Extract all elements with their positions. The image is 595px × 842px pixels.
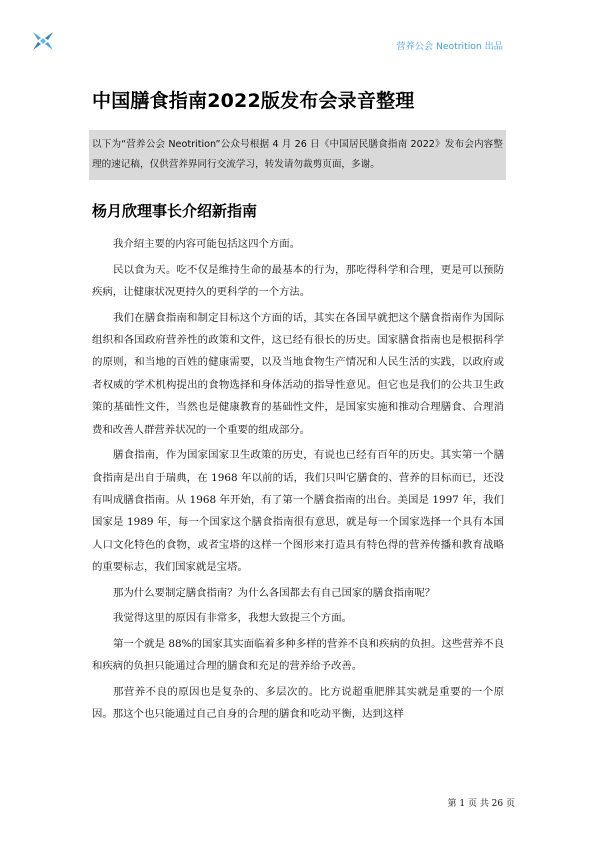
section-heading: 杨月欣理事长介绍新指南 <box>92 202 258 220</box>
header-brand-text: 营养公会 Neotrition 出品 <box>396 41 503 52</box>
body-text <box>92 233 504 729</box>
paragraph: 那营养不良的原因也是复杂的、多层次的。比方说超重肥胖其实就是重要的一个原因。那这个也只能通过自己自身的合理的膳食和吃动平衡，达到这样 <box>92 686 504 721</box>
page-number-footer: 第 1 页 共 26 页 <box>447 799 515 809</box>
notice-box <box>89 130 506 180</box>
paragraph: 第一个就是 88%的国家其实面临着多种多样的营养不良和疾病的负担。这些营养不良和疾病的负担只能通过合理的膳食和充足的营养给予改善。 <box>92 638 504 673</box>
paragraph: 那为什么要制定膳食指南？为什么各国都去有自己国家的膳食指南呢？ <box>113 586 436 599</box>
paragraph: 民以食为天。吃不仅是维持生命的最基本的行为，那吃得科学和合理，更是可以预防疾病，让健康状况更持久的更科学的一个方法。 <box>92 263 504 298</box>
notice-text: 以下为“营养公会 Neotrition”公众号根据 4 月 26 日《中国居民膳食指南 2022》发布会内容整理的速记稿，仅供营养界同行交流学习，转发请勿裁剪页面，多谢。 <box>92 139 503 170</box>
paragraph: 我觉得这里的原因有非常多，我想大致提三个方面。 <box>113 612 352 625</box>
paragraph: 我介绍主要的内容可能包括这四个方面。 <box>113 238 301 250</box>
paragraph: 我们在膳食指南和制定目标这个方面的话，其实在各国早就把这个膳食指南作为国际组织和各国政府营养性的政策和文件，这已经有很长的历史。国家膳食指南也是根据科学的原则，和当地的百姓的健康需要，以及当地食物生产情况和人民生活的实践，以政府或者权威的学术机构提出的食物选择和身体活动的指导性意见。但它也是我们的公共卫生政策的基础性文件，当然也是健康教育的基础性文件，是国家实施和推动合理膳食、合理消费和改善人群营养状况的一个重要的组成部分。 <box>92 311 504 436</box>
paragraph: 膳食指南，作为国家国家卫生政策的历史，有说也已经有百年的历史。其实第一个膳食指南是出自于瑞典，在 1968 年以前的话，我们只叫它膳食的、营养的目标而已，还没有叫成膳食指南。从 1968 年开始，有了第一个膳食指南的出台。美国是 1997 年，我们国家是 1989 年，每一个国家这个膳食指南很有意思，就是每一个国家选择一个具有本国人口文化特色的食物，或者宝塔的这样一个图形来打造具有特色得的营养传播和教育战略的重要标志，我们国家就是宝塔。 <box>92 449 504 574</box>
brand-logo-icon <box>33 32 53 50</box>
document-title: 中国膳食指南2022版发布会录音整理 <box>92 90 415 112</box>
